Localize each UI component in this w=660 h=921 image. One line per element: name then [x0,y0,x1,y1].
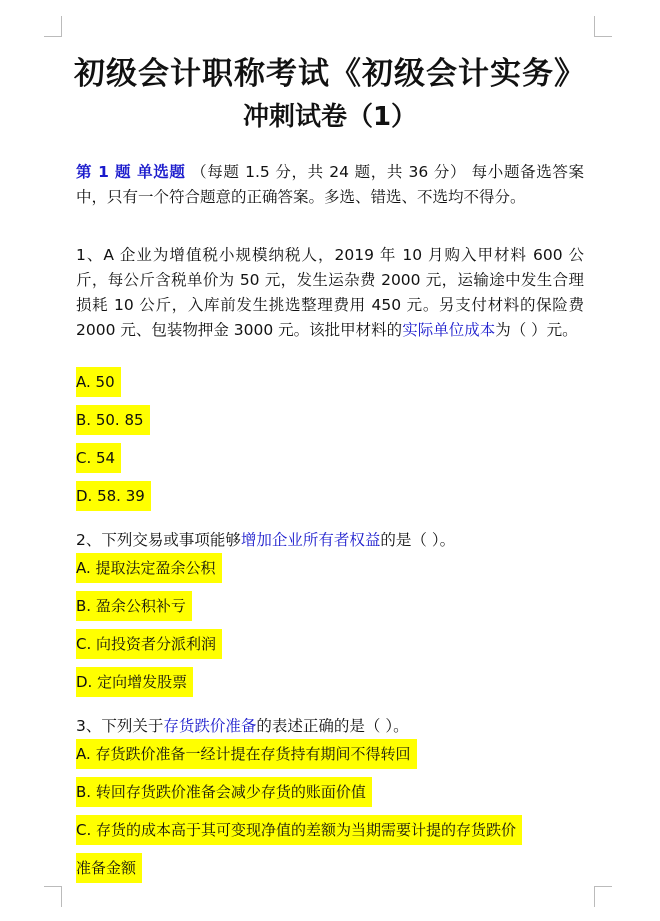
q2-option-d: D. 定向增发股票 [76,667,193,697]
section-intro [76,160,584,210]
q2-option-a: A. 提取法定盈余公积 [76,553,222,583]
page-corner-mark [594,16,612,37]
question-3-stem [76,714,584,739]
q2-option-b: B. 盈余公积补亏 [76,591,192,621]
keyword-link[interactable]: 增加企业所有者权益 [240,531,381,549]
page-corner-mark [594,886,612,907]
stem-text: 的是（ ）。 [380,531,456,549]
q2-option-c: C. 向投资者分派利润 [76,629,222,659]
section-label: 第 1 题 单选题 [76,163,186,181]
q3-option-c: C. 存货的成本高于其可变现净值的差额为当期需要计提的存货跌价 [76,815,522,845]
q3-option-b: B. 转回存货跌价准备会减少存货的账面价值 [76,777,372,807]
page-corner-mark [44,16,62,37]
q1-option-c: C. 54 [76,443,121,473]
q3-option-a: A. 存货跌价准备一经计提在存货持有期间不得转回 [76,739,417,769]
keyword-link[interactable]: 存货跌价准备 [163,717,257,735]
stem-text: 3、下列关于 [76,717,164,735]
stem-text: 的表述正确的是（ ）。 [256,717,409,735]
section-scoring: （每题 1.5 分，共 24 题，共 36 分） 每小题备选答案中，只有一个符合题意的正确答案。多选、错选、不选均不得分。 [76,163,584,206]
q3-option-c-continued: 准备金额 [76,853,142,883]
keyword-link[interactable]: 实际单位成本 [402,321,496,339]
q1-option-b: B. 50. 85 [76,405,150,435]
question-1-stem [76,243,584,343]
document-title: 初级会计职称考试《初级会计实务》 [74,56,586,92]
stem-text: 1、A 企业为增值税小规模纳税人，2019 年 10 月购入甲材料 600 公斤，每公斤含税单价为 50 元，发生运杂费 2000 元，运输途中发生合理损耗 10 公斤，入库前发生挑选整理费用 450 元。另支付材料的保险费 2000 元、包装物押金 3000 元。该批甲材料的 [76,246,584,339]
stem-text: 为（ ）元。 [495,321,578,339]
stem-text: 2、下列交易或事项能够 [76,531,241,549]
q1-option-d: D. 58. 39 [76,481,151,511]
q1-option-a: A. 50 [76,367,121,397]
page-corner-mark [44,886,62,907]
question-2-stem [76,528,584,553]
document-subtitle: 冲刺试卷（1） [242,102,418,132]
